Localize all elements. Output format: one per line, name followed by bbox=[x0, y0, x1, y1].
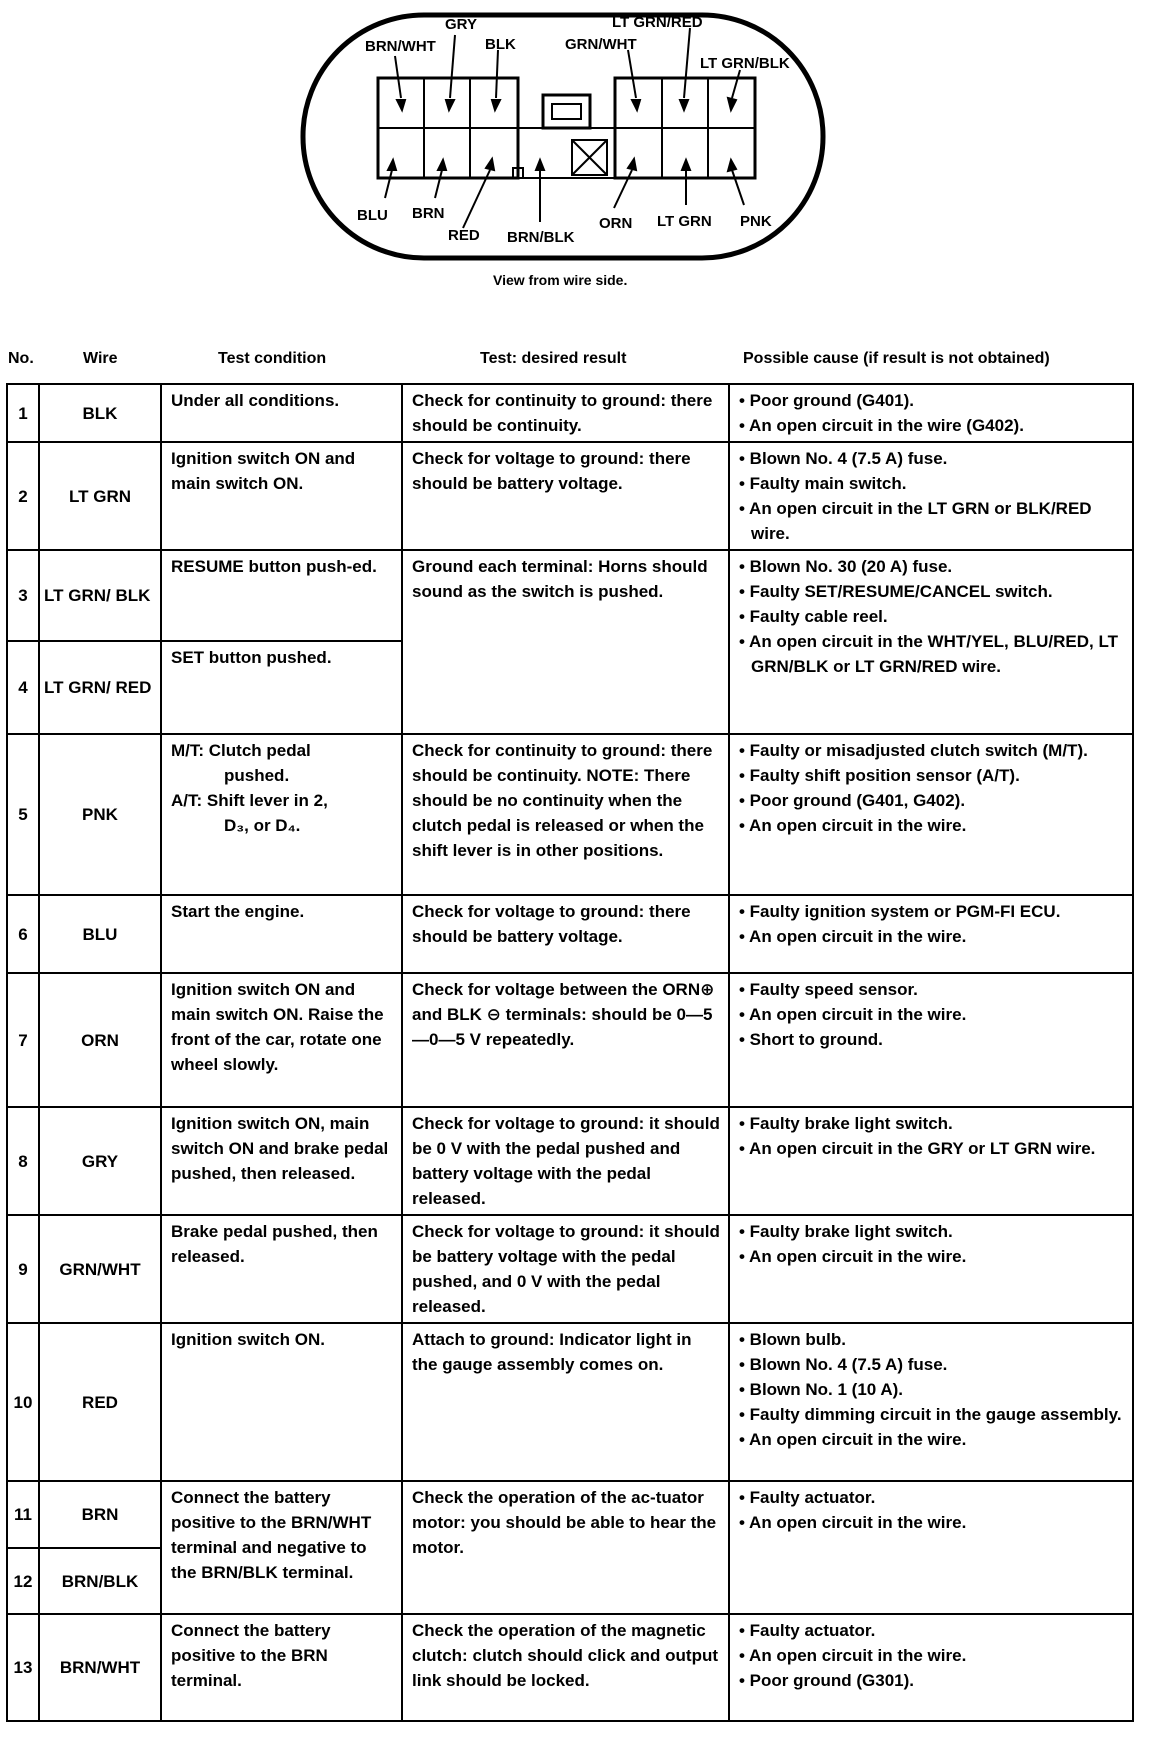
test-condition: Brake pedal pushed, then released. bbox=[161, 1215, 402, 1323]
possible-cause bbox=[729, 895, 1133, 973]
wire-color: BLK bbox=[39, 384, 161, 442]
cause-item: • Faulty cable reel. bbox=[739, 607, 888, 626]
row-number: 6 bbox=[7, 895, 39, 973]
table-row bbox=[7, 1614, 1133, 1721]
cause-item: • An open circuit in the wire. bbox=[739, 1005, 967, 1024]
cause-item: • An open circuit in the GRY or LT GRN wire. bbox=[739, 1139, 1096, 1158]
test-condition: RESUME button push-ed. bbox=[161, 550, 402, 641]
table-row bbox=[7, 384, 1133, 442]
label-gry: GRY bbox=[445, 16, 477, 33]
possible-cause bbox=[729, 1215, 1133, 1323]
header-result: Test: desired result bbox=[480, 350, 627, 367]
wire-color: PNK bbox=[39, 734, 161, 895]
desired-result: Check for voltage between the ORN⊕ and BLK ⊖ terminals: should be 0—5—0—5 V repeatedly. bbox=[402, 973, 729, 1107]
row-number: 10 bbox=[7, 1323, 39, 1481]
test-condition: Connect the battery positive to the BRN terminal. bbox=[161, 1614, 402, 1721]
wire-color: BLU bbox=[39, 895, 161, 973]
table-row bbox=[7, 1323, 1133, 1481]
header-cause: Possible cause (if result is not obtained) bbox=[743, 350, 1050, 367]
cause-item: • An open circuit in the LT GRN or BLK/RED wire. bbox=[739, 499, 1092, 543]
desired-result: Check the operation of the magnetic clutch: clutch should click and output link should be locked. bbox=[402, 1614, 729, 1721]
wire-color: LT GRN bbox=[39, 442, 161, 550]
desired-result: Check for continuity to ground: there should be continuity. bbox=[402, 384, 729, 442]
cause-item: • Faulty brake light switch. bbox=[739, 1222, 953, 1241]
cause-item: • Faulty actuator. bbox=[739, 1488, 876, 1507]
wire-color: BRN/WHT bbox=[39, 1614, 161, 1721]
row-number: 8 bbox=[7, 1107, 39, 1215]
table-row bbox=[7, 1107, 1133, 1215]
row-number: 12 bbox=[7, 1548, 39, 1614]
label-brn-blk: BRN/BLK bbox=[507, 229, 575, 246]
test-condition: Start the engine. bbox=[161, 895, 402, 973]
possible-cause bbox=[729, 1323, 1133, 1481]
test-condition: Ignition switch ON and main switch ON. bbox=[161, 442, 402, 550]
label-red: RED bbox=[448, 227, 480, 244]
cause-item: • An open circuit in the wire. bbox=[739, 927, 967, 946]
condition-line: D₃, or D₄. bbox=[224, 816, 301, 835]
cause-item: • Poor ground (G301). bbox=[739, 1671, 915, 1690]
diagnosis-table bbox=[6, 383, 1134, 1722]
table-row bbox=[7, 1215, 1133, 1323]
cause-item: • Faulty actuator. bbox=[739, 1621, 876, 1640]
cause-item: • An open circuit in the wire. bbox=[739, 1646, 967, 1665]
cause-item: • Faulty dimming circuit in the gauge assembly. bbox=[739, 1405, 1122, 1424]
desired-result: Ground each terminal: Horns should sound as the switch is pushed. bbox=[402, 550, 729, 734]
desired-result: Check the operation of the ac-tuator motor: you should be able to hear the motor. bbox=[402, 1481, 729, 1614]
table-row bbox=[7, 895, 1133, 973]
test-condition: Ignition switch ON. bbox=[161, 1323, 402, 1481]
desired-result: Check for voltage to ground: it should be battery voltage with the pedal pushed, and 0 V with the pedal released. bbox=[402, 1215, 729, 1323]
wire-color: LT GRN/ BLK bbox=[39, 550, 161, 641]
cause-item: • An open circuit in the wire. bbox=[739, 1513, 967, 1532]
desired-result: Check for voltage to ground: there should be battery voltage. bbox=[402, 442, 729, 550]
label-pnk: PNK bbox=[740, 213, 772, 230]
wire-color: LT GRN/ RED bbox=[39, 641, 161, 734]
label-lt-grn: LT GRN bbox=[657, 213, 712, 230]
label-orn: ORN bbox=[599, 215, 633, 232]
possible-cause bbox=[729, 442, 1133, 550]
label-brn-wht: BRN/WHT bbox=[365, 38, 436, 55]
condition-line: pushed. bbox=[224, 766, 290, 785]
table-row bbox=[7, 734, 1133, 895]
cause-item: • Blown No. 4 (7.5 A) fuse. bbox=[739, 449, 948, 468]
label-blu: BLU bbox=[357, 207, 388, 224]
cause-item: • An open circuit in the wire (G402). bbox=[739, 416, 1024, 435]
table-row bbox=[7, 550, 1133, 641]
wire-color: GRY bbox=[39, 1107, 161, 1215]
cause-item: • Faulty SET/RESUME/CANCEL switch. bbox=[739, 582, 1053, 601]
wire-color: BRN/BLK bbox=[39, 1548, 161, 1614]
header-condition: Test condition bbox=[218, 350, 327, 367]
possible-cause bbox=[729, 1481, 1133, 1614]
possible-cause bbox=[729, 384, 1133, 442]
possible-cause bbox=[729, 1107, 1133, 1215]
cause-item: • Faulty speed sensor. bbox=[739, 980, 918, 999]
cause-item: • Poor ground (G401). bbox=[739, 391, 915, 410]
cause-item: • Blown bulb. bbox=[739, 1330, 846, 1349]
cause-item: • Faulty brake light switch. bbox=[739, 1114, 953, 1133]
possible-cause bbox=[729, 734, 1133, 895]
wire-color: GRN/WHT bbox=[39, 1215, 161, 1323]
row-number: 7 bbox=[7, 973, 39, 1107]
cause-item: • Blown No. 30 (20 A) fuse. bbox=[739, 557, 953, 576]
wire-color: RED bbox=[39, 1323, 161, 1481]
row-number: 3 bbox=[7, 550, 39, 641]
cause-item: • An open circuit in the WHT/YEL, BLU/RED, LT GRN/BLK or LT GRN/RED wire. bbox=[739, 632, 1118, 676]
test-condition: Ignition switch ON and main switch ON. Raise the front of the car, rotate one wheel slowly. bbox=[161, 973, 402, 1107]
possible-cause bbox=[729, 973, 1133, 1107]
table-row bbox=[7, 442, 1133, 550]
diagram-caption: View from wire side. bbox=[493, 272, 628, 288]
wire-color: ORN bbox=[39, 973, 161, 1107]
desired-result: Check for voltage to ground: there should be battery voltage. bbox=[402, 895, 729, 973]
desired-result: Check for voltage to ground: it should be 0 V with the pedal pushed and battery voltage with the pedal released. bbox=[402, 1107, 729, 1215]
cause-item: • Faulty shift position sensor (A/T). bbox=[739, 766, 1020, 785]
row-number: 11 bbox=[7, 1481, 39, 1548]
possible-cause bbox=[729, 1614, 1133, 1721]
table-row bbox=[7, 1481, 1133, 1548]
test-condition: Ignition switch ON, main switch ON and brake pedal pushed, then released. bbox=[161, 1107, 402, 1215]
cause-item: • An open circuit in the wire. bbox=[739, 1247, 967, 1266]
connector-diagram bbox=[0, 0, 1152, 300]
header-wire: Wire bbox=[83, 350, 118, 367]
header-no: No. bbox=[8, 350, 34, 367]
test-condition: Under all conditions. bbox=[161, 384, 402, 442]
test-condition: Connect the battery positive to the BRN/WHT terminal and negative to the BRN/BLK terminal. bbox=[161, 1481, 402, 1614]
row-number: 4 bbox=[7, 641, 39, 734]
cause-item: • Faulty ignition system or PGM-FI ECU. bbox=[739, 902, 1061, 921]
cause-item: • Poor ground (G401, G402). bbox=[739, 791, 966, 810]
label-grn-wht: GRN/WHT bbox=[565, 36, 637, 53]
possible-cause bbox=[729, 550, 1133, 734]
condition-line: M/T: Clutch pedal bbox=[171, 741, 311, 760]
test-condition bbox=[161, 734, 402, 895]
wire-color: BRN bbox=[39, 1481, 161, 1548]
row-number: 5 bbox=[7, 734, 39, 895]
cause-item: • Blown No. 4 (7.5 A) fuse. bbox=[739, 1355, 948, 1374]
row-number: 2 bbox=[7, 442, 39, 550]
desired-result: Attach to ground: Indicator light in the gauge assembly comes on. bbox=[402, 1323, 729, 1481]
cause-item: • Short to ground. bbox=[739, 1030, 883, 1049]
test-condition: SET button pushed. bbox=[161, 641, 402, 734]
condition-line: A/T: Shift lever in 2, bbox=[171, 791, 328, 810]
wire-labels bbox=[357, 14, 790, 246]
label-lt-grn-blk: LT GRN/BLK bbox=[700, 55, 790, 72]
label-lt-grn-red: LT GRN/RED bbox=[612, 14, 703, 31]
cause-item: • An open circuit in the wire. bbox=[739, 816, 967, 835]
table-row bbox=[7, 973, 1133, 1107]
row-number: 13 bbox=[7, 1614, 39, 1721]
label-blk: BLK bbox=[485, 36, 516, 53]
label-brn: BRN bbox=[412, 205, 445, 222]
cause-item: • Faulty main switch. bbox=[739, 474, 907, 493]
desired-result: Check for continuity to ground: there should be continuity. NOTE: There should be no continuity when the clutch pedal is released or when the shift lever is in other positions. bbox=[402, 734, 729, 895]
cause-item: • Blown No. 1 (10 A). bbox=[739, 1380, 903, 1399]
row-number: 9 bbox=[7, 1215, 39, 1323]
row-number: 1 bbox=[7, 384, 39, 442]
cause-item: • Faulty or misadjusted clutch switch (M/T). bbox=[739, 741, 1088, 760]
cause-item: • An open circuit in the wire. bbox=[739, 1430, 967, 1449]
